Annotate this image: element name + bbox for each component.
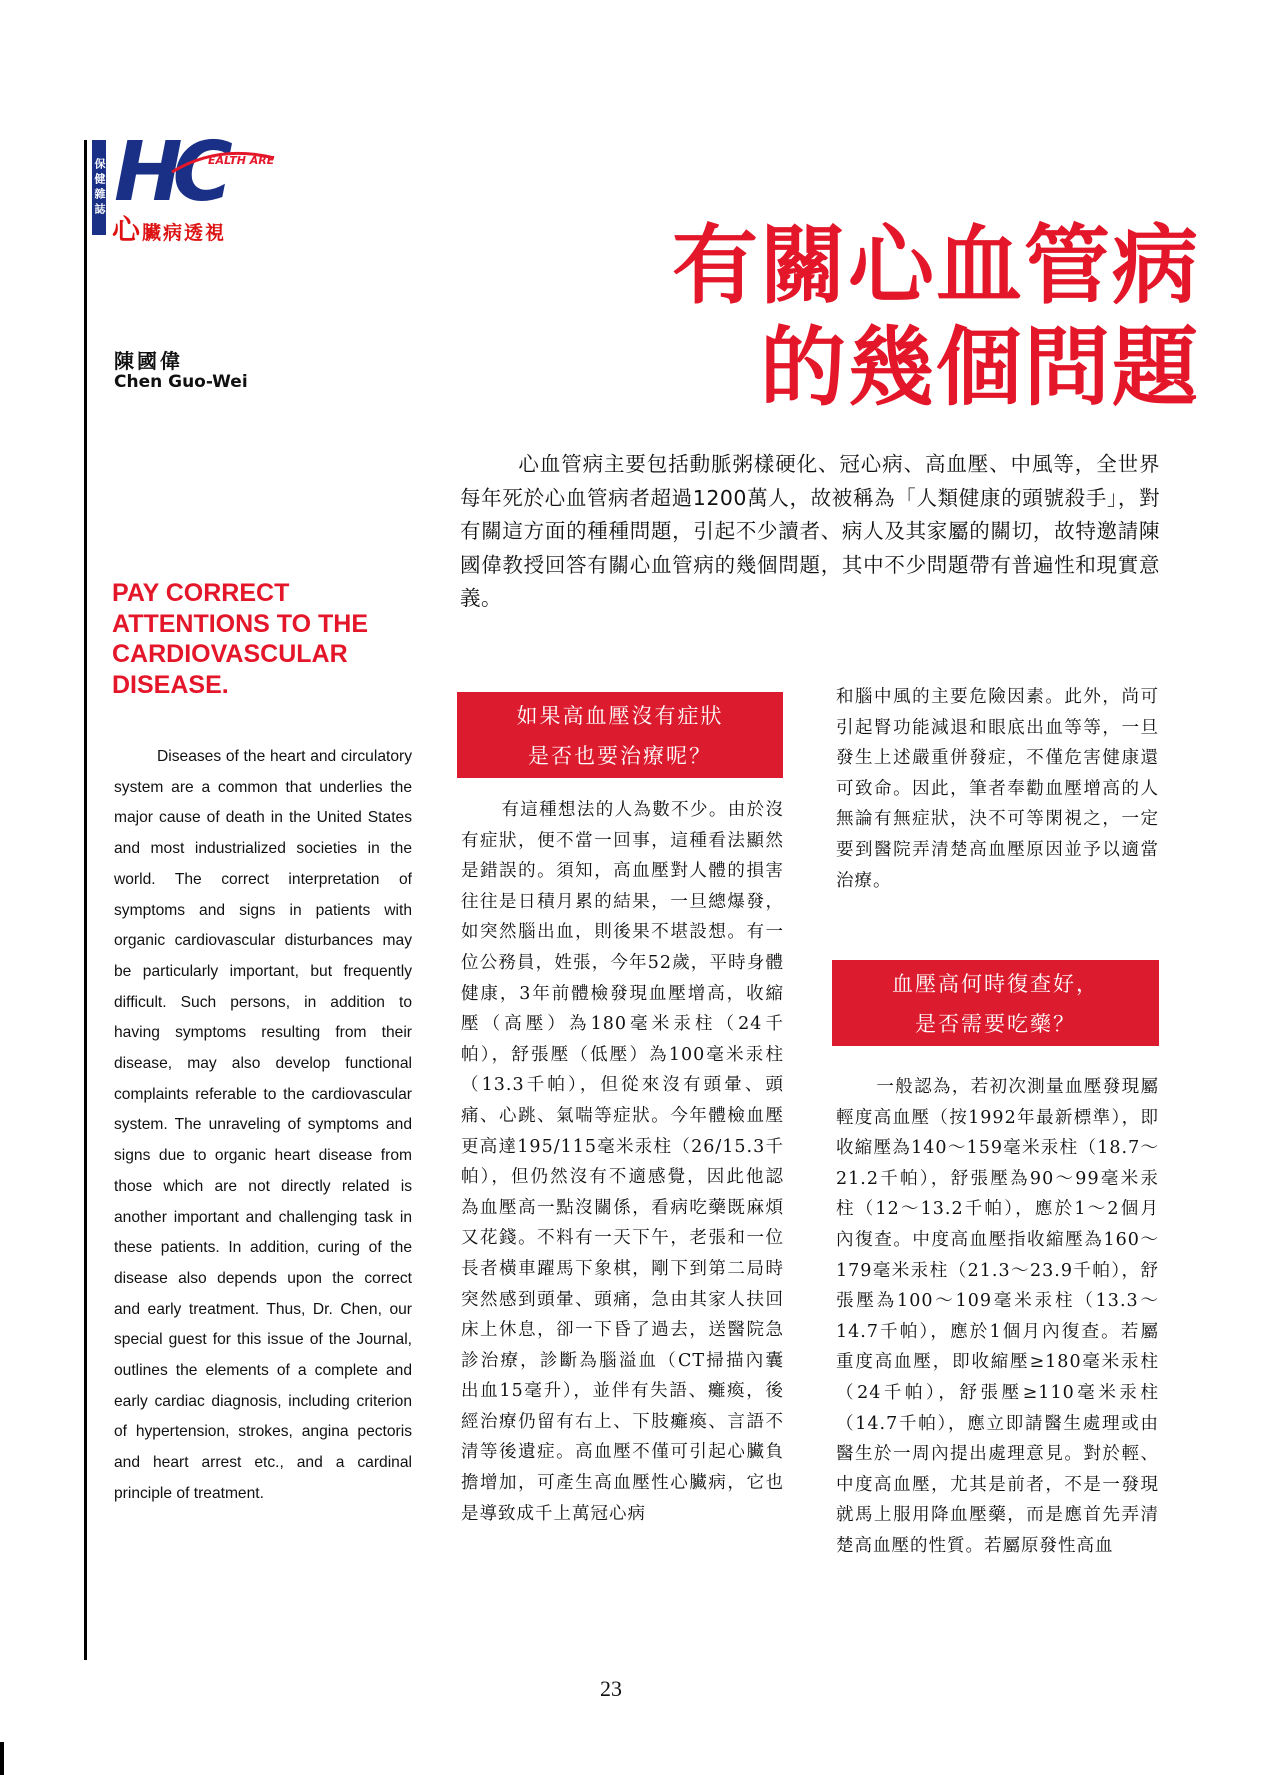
- left-margin-rule: [84, 140, 87, 1660]
- article-intro-text: 心血管病主要包括動脈粥樣硬化、冠心病、高血壓、中風等，全世界每年死於心血管病者超過1200萬人，故被稱為「人類健康的頭號殺手」，對有關這方面的種種問題，引起不少讀者、病人及其家屬的關切，故特邀請陳國偉教授回答有關心血管病的幾個問題，其中不少問題帶有普遍性和現實意義。: [460, 452, 1160, 610]
- article-intro: [460, 448, 1160, 616]
- logo-tagline: EALTH ARE: [208, 154, 275, 167]
- question-1-line-1: 如果高血壓沒有症狀: [516, 704, 724, 728]
- author-name-chinese: 陳國偉: [114, 349, 183, 373]
- section-caption-lead: 心: [112, 213, 143, 246]
- english-summary-text: Diseases of the heart and circulatory system are a common that underlies the major cause of death in the United States and most industrialized societies in the world. The correct interpretation of symptoms and signs in patients with organic cardiovascular disturbances may be particularly important, but frequently difficult. Such persons, in addition to having symptoms resulting from their disease, may also develop functional complaints referable to the cardiovascular system. The unraveling of symptoms and signs due to organic heart disease from those which are not directly related is another important and challenging task in these patients. In addition, curing of the disease also depends upon the correct and early treatment. Thus, Dr. Chen, our special guest for this issue of the Journal, outlines the elements of a complete and early cardiac diagnosis, including criterion of hypertension, strokes, angina pectoris and heart arrest etc., and a cardinal principle of treatment.: [114, 748, 412, 1502]
- section-caption-rest: 臟病透視: [142, 222, 227, 244]
- section-caption: [112, 208, 226, 248]
- question-2-line-2: 是否需要吃藥？: [915, 1012, 1076, 1036]
- article-title-line-1: 有關心血管病: [672, 215, 1200, 316]
- article-title: [440, 215, 1200, 419]
- question-2-answer: [836, 1072, 1159, 1562]
- question-1-answer-text: 有這種想法的人為數不少。由於沒有症狀，便不當一回事，這種看法顯然是錯誤的。須知，高血壓對人體的損害往往是日積月累的結果，一旦總爆發，如突然腦出血，則後果不堪設想。有一位公務員，姓張，今年52歲，平時身體健康，3年前體檢發現血壓增高，收縮壓（高壓）為180毫米汞柱（24千帕），舒張壓（低壓）為100毫米汞柱（13.3千帕），但從來沒有頭暈、頭痛、心跳、氣喘等症狀。今年體檢血壓更高達195/115毫米汞柱（26/15.3千帕），但仍然沒有不適感覺，因此他認為血壓高一點沒關係，看病吃藥既麻煩又花錢。不料有一天下午，老張和一位長者橫車躍馬下象棋，剛下到第二局時突然感到頭暈、頭痛，急由其家人扶回床上休息，卻一下昏了過去，送醫院急診治療，診斷為腦溢血（CT掃描內囊出血15毫升），並伴有失語、癱瘓，後經治療仍留有右上、下肢癱瘓、言語不清等後遺症。高血壓不僅可引起心臟負擔增加，可產生高血壓性心臟病，它也是導致成千上萬冠心病: [461, 800, 784, 1524]
- question-2-line-1: 血壓高何時復查好，: [892, 972, 1099, 996]
- question-1-box: [457, 692, 783, 778]
- logo-swoosh-icon: [168, 150, 278, 180]
- question-2-box: [832, 960, 1159, 1046]
- page-number: 23: [600, 1676, 622, 1701]
- english-summary: [114, 742, 412, 1510]
- question-1-answer-continued-text: 和腦中風的主要危險因素。此外，尚可引起腎功能減退和眼底出血等等，一旦發生上述嚴重併發症，不僅危害健康還可致命。因此，筆者奉勸血壓增高的人無論有無症狀，決不可等閑視之，一定要到醫院弄清楚高血壓原因並予以適當治療。: [836, 687, 1159, 891]
- question-1-answer-continued: [836, 682, 1159, 896]
- question-1-line-2: 是否也要治療呢？: [528, 744, 712, 768]
- article-title-line-2: 的幾個問題: [760, 317, 1200, 418]
- scan-edge-mark: [0, 1742, 4, 1775]
- question-1-answer: [461, 795, 784, 1529]
- question-2-answer-text: 一般認為，若初次測量血壓發現屬輕度高血壓（按1992年最新標準），即收縮壓為140～159毫米汞柱（18.7～21.2千帕），舒張壓為90～99毫米汞柱（12～13.2千帕），應於1～2個月內復查。中度高血壓指收縮壓為160～179毫米汞柱（21.3～23.9千帕），舒張壓為100～109毫米汞柱（13.3～14.7千帕），應於1個月內復查。若屬重度高血壓，即收縮壓≥180毫米汞柱（24千帕），舒張壓≥110毫米汞柱（14.7千帕），應立即請醫生處理或由醫生於一周內提出處理意見。對於輕、中度高血壓，尤其是前者，不是一發現就馬上服用降血壓藥，而是應首先弄清楚高血壓的性質。若屬原發性高血: [836, 1077, 1159, 1556]
- author-name-english: Chen Guo-Wei: [114, 372, 248, 392]
- magazine-side-label: 保健雜誌: [92, 140, 106, 235]
- healthcare-logo: HC: [114, 125, 223, 220]
- english-headline: PAY CORRECT ATTENTIONS TO THE CARDIOVASCULAR DISEASE.: [112, 579, 369, 699]
